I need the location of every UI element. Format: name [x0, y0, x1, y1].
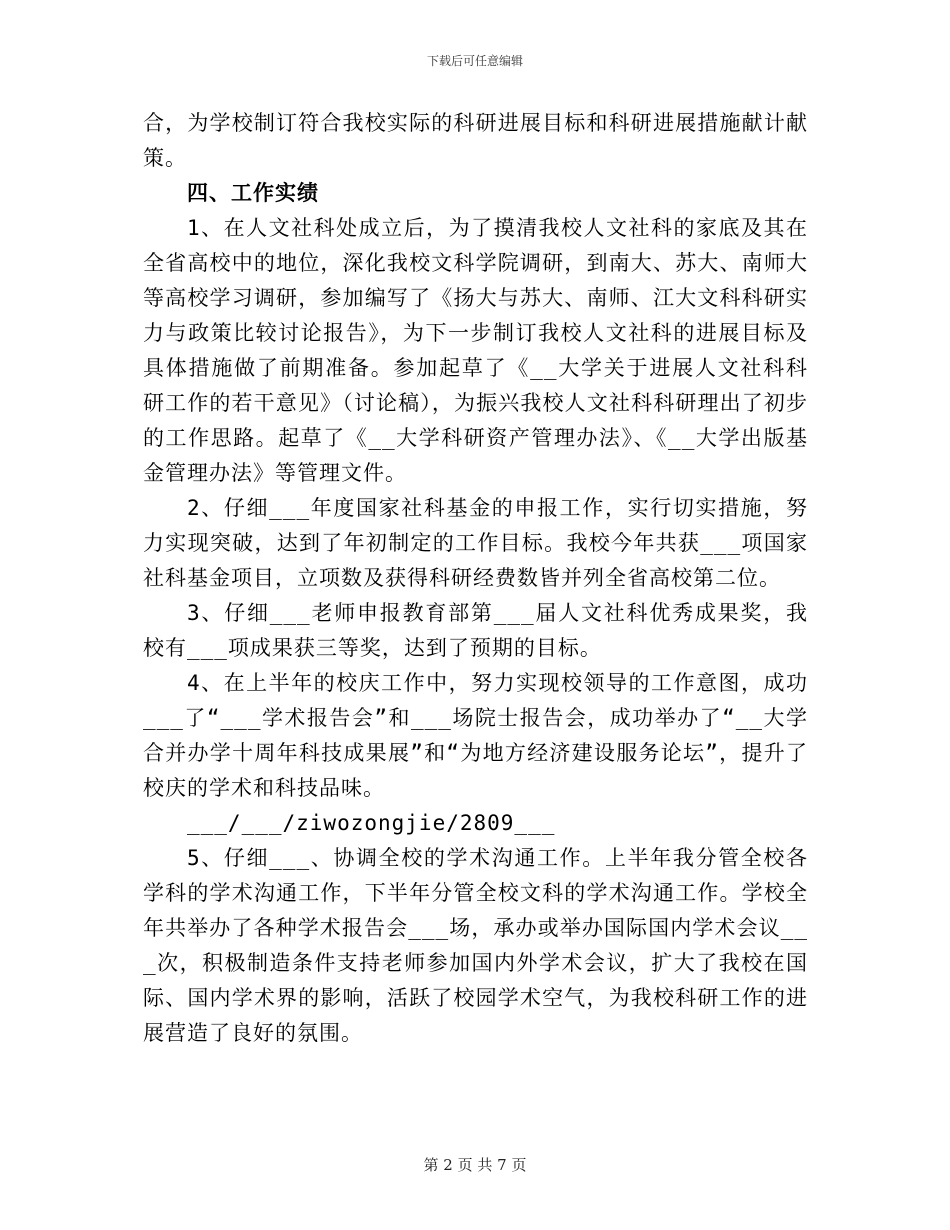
paragraph-continuation: 合，为学校制订符合我校实际的科研进展目标和科研进展措施献计献策。 [143, 111, 808, 170]
paragraph-1: 1、在人文社科处成立后，为了摸清我校人文社科的家底及其在全省高校中的地位，深化我校文科学院调研，到南大、苏大、南师大等高校学习调研，参加编写了《扬大与苏大、南师、江大文科科研实力与政策比较讨论报告》，为下一步制订我校人文社科的进展目标及具体措施做了前期准备。参加起草了《__大学关于进展人文社科科研工作的若干意见》（讨论稿），为振兴我校人文社科科研理出了初步的工作思路。起草了《__大学科研资产管理办法》、《__大学出版基金管理办法》等管理文件。 [143, 216, 808, 485]
paragraph-5: 5、仔细___、协调全校的学术沟通工作。上半年我分管全校各学科的学术沟通工作，下半年分管全校文科的学术沟通工作。学校全年共举办了各种学术报告会___场，承办或举办国际国内学术会议___次，积极制造条件支持老师参加国内外学术会议，扩大了我校在国际、国内学术界的影响，活跃了校园学术空气，为我校科研工作的进展营造了良好的氛围。 [143, 846, 808, 1045]
paragraph-2: 2、仔细___年度国家社科基金的申报工作，实行切实措施，努力实现突破，达到了年初制定的工作目标。我校今年共获___项国家社科基金项目，立项数及获得科研经费数皆并列全省高校第二位。 [143, 496, 808, 590]
section-heading: 四、工作实绩 [187, 181, 319, 205]
url-line: ___/___/ziwozongjie/2809___ [187, 811, 556, 835]
page-number-footer: 第 2 页 共 7 页 [423, 1156, 527, 1174]
paragraph-4: 4、在上半年的校庆工作中，努力实现校领导的工作意图，成功___了“___学术报告会”和___场院士报告会，成功举办了“__大学合并办学十周年科技成果展”和“为地方经济建设服务论坛”，提升了校庆的学术和科技品味。 [143, 671, 808, 800]
page-header: 下载后可任意编辑 [426, 54, 523, 68]
paragraph-3: 3、仔细___老师申报教育部第___届人文社科优秀成果奖，我校有___项成果获三等奖，达到了预期的目标。 [143, 601, 808, 660]
document-body [143, 106, 808, 1051]
